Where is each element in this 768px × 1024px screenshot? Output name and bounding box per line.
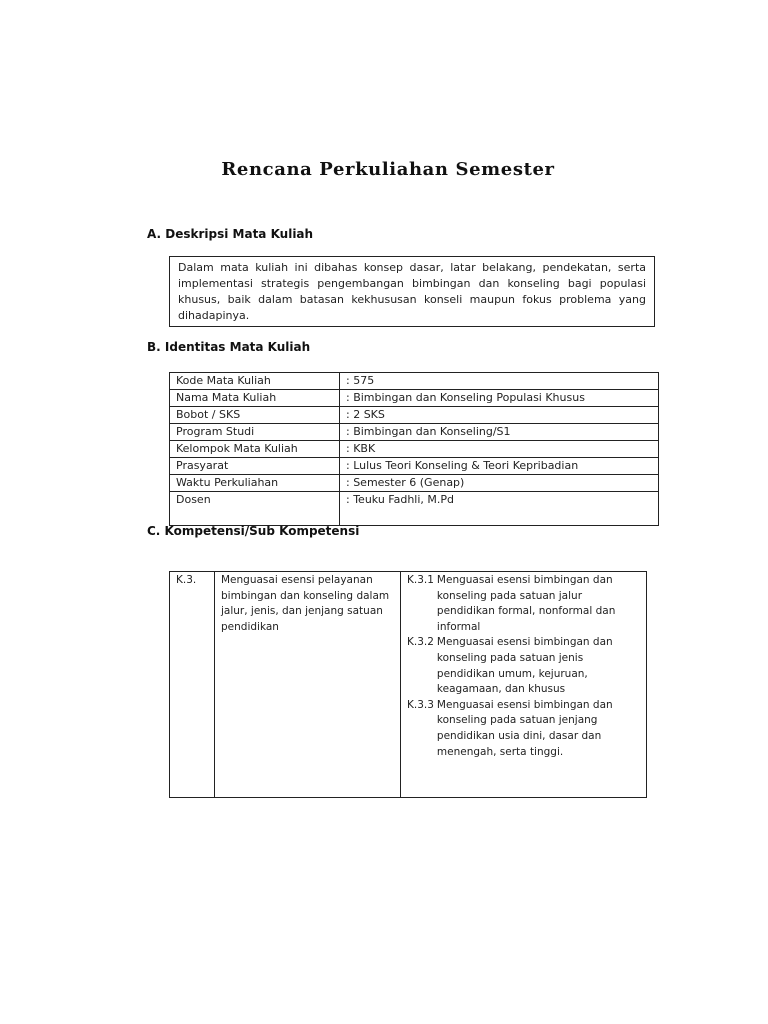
competency-description: Menguasai esensi pelayanan bimbingan dan konseling dalam jalur, jenis, dan jenjang satuan pendidikan <box>215 572 401 798</box>
identity-key: Waktu Perkuliahan <box>170 475 340 492</box>
identity-key: Program Studi <box>170 424 340 441</box>
identity-key: Kode Mata Kuliah <box>170 373 340 390</box>
identity-value: : Lulus Teori Konseling & Teori Kepribadian <box>340 458 659 475</box>
identity-key: Kelompok Mata Kuliah <box>170 441 340 458</box>
identity-key: Bobot / SKS <box>170 407 340 424</box>
identity-value: : Bimbingan dan Konseling/S1 <box>340 424 659 441</box>
sub-competency-code: K.3.3 <box>407 698 434 711</box>
section-a-heading: A. Deskripsi Mata Kuliah <box>147 227 314 241</box>
table-row <box>170 475 659 492</box>
table-row <box>170 492 659 526</box>
identity-value: : 2 SKS <box>340 407 659 424</box>
identity-value: : 575 <box>340 373 659 390</box>
sub-competency-list <box>401 572 647 798</box>
identity-key: Prasyarat <box>170 458 340 475</box>
sub-competency-item <box>407 573 640 635</box>
page-title: Rencana Perkuliahan Semester <box>221 159 555 180</box>
sub-competency-text: Menguasai esensi bimbingan dan konseling pada satuan jenis pendidikan umum, kejuruan, keagamaan, dan khusus <box>436 636 613 696</box>
competency-table <box>169 571 647 798</box>
table-row <box>170 407 659 424</box>
table-row <box>170 441 659 458</box>
course-identity-table <box>169 372 659 526</box>
table-row <box>170 424 659 441</box>
table-row <box>170 572 647 798</box>
table-row <box>170 458 659 475</box>
course-description: Dalam mata kuliah ini dibahas konsep dasar, latar belakang, pendekatan, serta implementasi strategis pengembangan bimbingan dan konseling bagi populasi khusus, baik dalam batasan kekhususan konseli maupun fokus problema yang dihadapinya. <box>169 256 655 327</box>
competency-code: K.3. <box>170 572 215 798</box>
sub-competency-item <box>407 635 640 697</box>
identity-value: : Semester 6 (Genap) <box>340 475 659 492</box>
identity-value: : Teuku Fadhli, M.Pd <box>340 492 659 526</box>
identity-value: : Bimbingan dan Konseling Populasi Khusus <box>340 390 659 407</box>
sub-competency-text: Menguasai esensi bimbingan dan konseling pada satuan jalur pendidikan formal, nonformal dan informal <box>436 574 616 633</box>
identity-key: Dosen <box>170 492 340 526</box>
identity-value: : KBK <box>340 441 659 458</box>
table-row <box>170 390 659 407</box>
section-c-heading: C. Kompetensi/Sub Kompetensi <box>147 524 360 538</box>
sub-competency-code: K.3.2 <box>407 636 434 649</box>
sub-competency-item <box>407 698 640 760</box>
table-row <box>170 373 659 390</box>
sub-competency-code: K.3.1 <box>407 574 434 586</box>
identity-key: Nama Mata Kuliah <box>170 390 340 407</box>
section-b-heading: B. Identitas Mata Kuliah <box>147 340 311 354</box>
sub-competency-text: Menguasai esensi bimbingan dan konseling pada satuan jenjang pendidikan usia dini, dasar dan menengah, serta tinggi. <box>436 698 613 758</box>
